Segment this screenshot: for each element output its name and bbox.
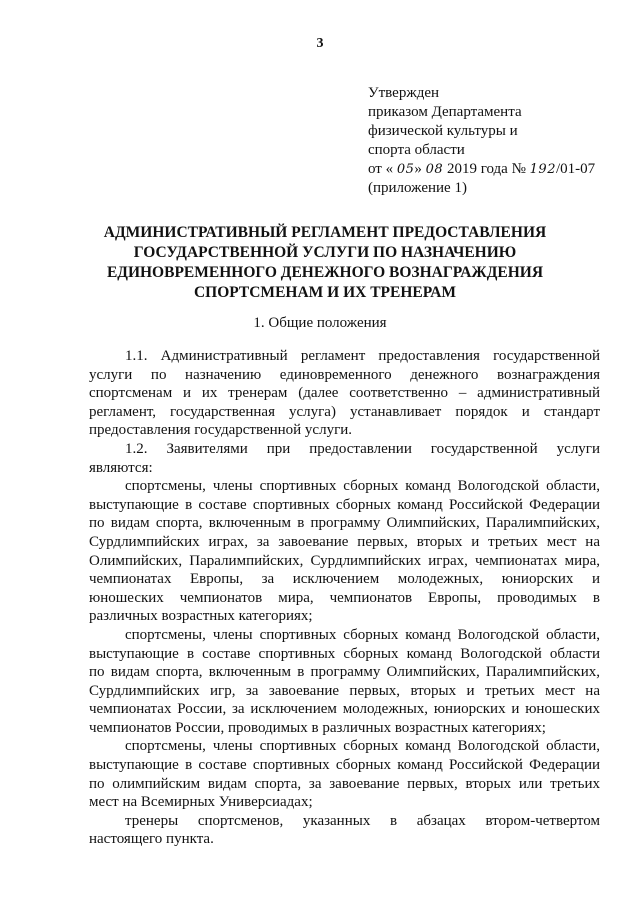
approval-line: Утвержден: [368, 85, 440, 101]
order-suffix: /01-07: [555, 161, 596, 177]
title-line: ЕДИНОВРЕМЕННОГО ДЕНЕЖНОГО ВОЗНАГРАЖДЕНИЯ: [106, 264, 544, 281]
title-line: СПОРТСМЕНАМ И ИХ ТРЕНЕРАМ: [193, 284, 457, 301]
paragraph-line: юношеских чемпионатов мира, чемпионатов Европы, проводимых в: [89, 589, 600, 606]
approval-appendix: (приложение 1): [368, 180, 467, 196]
paragraph-line: спортсмены, члены спортивных сборных команд Вологодской области,: [125, 626, 600, 643]
handwritten-month: 08: [425, 162, 444, 177]
paragraph-line: являются:: [89, 459, 153, 476]
title-line: АДМИНИСТРАТИВНЫЙ РЕГЛАМЕНТ ПРЕДОСТАВЛЕНИЯ: [103, 224, 547, 241]
approval-line: физической культуры и: [368, 123, 518, 139]
document-body: [89, 347, 600, 849]
paragraph-line: спортсмены, члены спортивных сборных команд Вологодской области,: [125, 738, 600, 755]
paragraph-line: Сурдлимпийских играх, за завоевание первых, вторых и третьих мест на: [89, 533, 600, 550]
paragraph-line: выступающие в составе спортивных сборных команд Вологодской области: [89, 645, 600, 662]
paragraph-line: выступающие в составе спортивных сборных команд Российской Федерации: [89, 757, 600, 774]
paragraph-line: по видам спорта, включенным в программу Олимпийских, Паралимпийских,: [89, 664, 600, 681]
applicant-paragraph: [89, 477, 600, 626]
paragraph-line: выступающие в составе спортивных сборных команд Российской Федерации: [89, 496, 600, 513]
paragraph-line: предоставления государственной услуги.: [89, 422, 353, 439]
paragraph-line: чемпионатов России, проводимых в различных возрастных категориях;: [89, 719, 546, 736]
paragraph-line: 1.1. Административный регламент предоставления государственной: [125, 348, 600, 364]
paragraph-line: по видам спорта, включенным в программу Олимпийских, Паралимпийских,: [89, 515, 600, 532]
paragraph-line: услуги по назначению единовременного денежного вознаграждения: [89, 366, 600, 383]
approval-line: спорта области: [368, 142, 465, 158]
paragraph-line: спортсменам и их тренерам (далее соответственно – административный: [89, 385, 600, 402]
approval-date-line: [368, 160, 618, 179]
section-heading: 1. Общие положения: [253, 315, 387, 331]
applicant-paragraph: [89, 812, 600, 849]
approval-block: [368, 84, 618, 198]
date-prefix: от «: [368, 161, 394, 177]
paragraph-line: Олимпийских, Паралимпийских, Сурдлимпийских играх, чемпионатах мира,: [89, 552, 600, 569]
handwritten-day: 05: [396, 162, 415, 177]
date-mid: »: [414, 161, 422, 177]
handwritten-order-number: 192: [529, 162, 556, 177]
paragraph-line: по олимпийским видам спорта, за завоевание первых, вторых или третьих: [89, 775, 600, 792]
approval-line: приказом Департамента: [368, 104, 522, 120]
paragraph-line: мест на Всемирных Универсиадах;: [89, 794, 313, 811]
paragraph-line: Сурдлимпийских игр, за завоевание первых, вторых и третьих мест на: [89, 682, 600, 699]
paragraph-line: спортсмены, члены спортивных сборных команд Вологодской области,: [125, 478, 600, 495]
paragraph-1-2: [89, 440, 600, 477]
paragraph-line: чемпионатах России, за исключением молодежных, юниорских и юношеских: [89, 701, 600, 718]
paragraph-line: чемпионатах Европы, за исключением молодежных, юниорских и: [89, 571, 600, 588]
document-title: [100, 223, 550, 303]
paragraph-line: 1.2. Заявителями при предоставлении государственной услуги: [125, 440, 600, 457]
paragraph-line: настоящего пункта.: [89, 831, 214, 848]
applicant-paragraph: [89, 626, 600, 738]
applicant-paragraph: [89, 737, 600, 811]
paragraph-line: регламент, государственная услуга) устанавливает порядок и стандарт: [89, 403, 600, 420]
paragraph-1-1: [89, 347, 600, 440]
paragraph-line: тренеры спортсменов, указанных в абзацах втором-четвертом: [125, 812, 600, 829]
paragraph-line: различных возрастных категориях;: [89, 608, 313, 625]
date-year: 2019 года №: [446, 161, 526, 177]
title-line: ГОСУДАРСТВЕННОЙ УСЛУГИ ПО НАЗНАЧЕНИЮ: [133, 244, 517, 261]
page-number: 3: [316, 36, 324, 51]
